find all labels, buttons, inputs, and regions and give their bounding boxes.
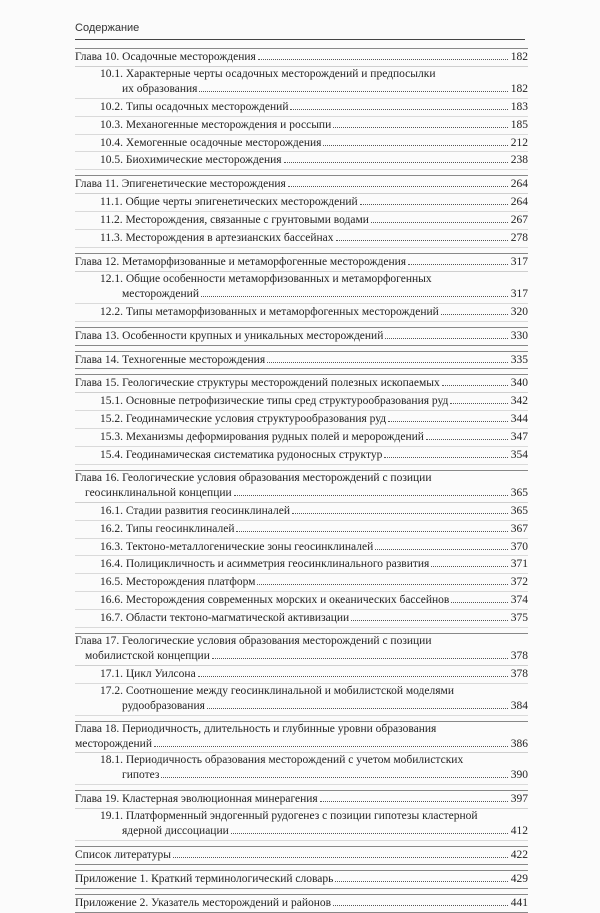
- toc-section-11-2[interactable]: [75, 212, 528, 230]
- toc-title: Глава 13. Особенности крупных и уникальных месторождений: [75, 329, 384, 342]
- toc-title: 16.6. Месторождения современных морских и океанических бассейнов: [100, 594, 450, 607]
- toc-page: 378: [510, 667, 528, 680]
- toc-chapter-15[interactable]: [75, 374, 528, 393]
- toc-page: 374: [510, 594, 528, 607]
- toc-chapter-19[interactable]: [75, 790, 528, 809]
- toc-page: 354: [510, 449, 528, 462]
- toc-title: 10.5. Биохимические месторождения: [100, 154, 282, 167]
- toc-page: 397: [510, 793, 528, 806]
- toc-title: Глава 12. Метаморфизованные и метаморфогенные месторождения: [75, 255, 407, 268]
- toc-title: Глава 18. Периодичность, длительность и глубинные уровни образования: [75, 722, 437, 735]
- toc-page: 367: [510, 522, 528, 535]
- toc-page: 384: [510, 699, 528, 712]
- toc-title: 15.4. Геодинамическая систематика рудоносных структур: [100, 449, 383, 462]
- toc-section-16-4[interactable]: [75, 556, 528, 574]
- toc-page: 386: [510, 737, 528, 750]
- toc-title: 10.4. Хемогенные осадочные месторождения: [100, 136, 322, 149]
- toc-page: 372: [510, 576, 528, 589]
- toc-page: 422: [510, 848, 528, 861]
- toc-title: 16.4. Полицикличность и асимметрия геосинклинального развития: [100, 558, 430, 571]
- toc-title: 12.1. Общие особенности метаморфизованных и метаморфогенных: [100, 272, 432, 285]
- toc-title: Глава 10. Осадочные месторождения: [75, 51, 256, 63]
- toc-title-cont: геосинклинальной концепции: [85, 486, 232, 499]
- toc-chapter-11[interactable]: [75, 175, 528, 194]
- toc-page: 347: [510, 431, 528, 444]
- toc-title: 17.2. Соотношение между геосинклинальной и мобилистской моделями: [100, 684, 454, 697]
- toc-title: 16.2. Типы геосинклиналей: [100, 522, 235, 535]
- toc-chapter-18[interactable]: [75, 721, 528, 754]
- toc-page: 390: [510, 769, 528, 782]
- toc-title: 16.1. Стадии развития геосинклиналей: [100, 504, 290, 517]
- toc-page: 182: [510, 82, 528, 95]
- toc-title: 15.1. Основные петрофизические типы сред структурообразования руд: [100, 395, 449, 408]
- toc-page: 182: [510, 51, 528, 63]
- toc-section-10-1[interactable]: [75, 67, 528, 99]
- toc-title: 10.1. Характерные черты осадочных месторождений и предпосылки: [100, 67, 436, 80]
- toc-section-16-3[interactable]: [75, 539, 528, 557]
- toc-section-10-3[interactable]: [75, 117, 528, 135]
- toc-section-16-5[interactable]: [75, 574, 528, 592]
- toc-section-11-1[interactable]: [75, 194, 528, 212]
- toc-page: 344: [510, 413, 528, 426]
- toc-section-15-1[interactable]: [75, 393, 528, 411]
- toc-page: 340: [510, 377, 528, 390]
- toc-page: 185: [510, 118, 528, 131]
- toc-title: 15.2. Геодинамические условия структурообразования руд: [100, 413, 387, 426]
- toc-title: Список литературы: [75, 848, 171, 861]
- toc-section-19-1[interactable]: [75, 809, 528, 841]
- toc-chapter-13[interactable]: [75, 327, 528, 346]
- toc-title: 17.1. Цикл Уилсона: [100, 667, 196, 680]
- toc-title: 12.2. Типы метаморфизованных и метаморфогенных месторождений: [100, 305, 439, 318]
- toc-page: 264: [510, 178, 528, 191]
- toc-appendix-2[interactable]: [75, 894, 528, 913]
- toc-section-15-3[interactable]: [75, 429, 528, 447]
- toc-section-16-2[interactable]: [75, 521, 528, 539]
- toc-title: Приложение 2. Указатель месторождений и районов: [75, 896, 332, 909]
- toc-page: 320: [510, 305, 528, 318]
- toc-section-18-1[interactable]: [75, 753, 528, 785]
- toc-page: 238: [510, 154, 528, 167]
- toc-section-12-2[interactable]: [75, 304, 528, 322]
- toc-page: 330: [510, 329, 528, 342]
- toc-references[interactable]: [75, 846, 528, 865]
- toc-title: 11.2. Месторождения, связанные с грунтовыми водами: [100, 214, 369, 227]
- toc-title: 15.3. Механизмы деформирования рудных полей и меророждений: [100, 431, 424, 444]
- toc-page: 212: [510, 136, 528, 149]
- toc-title: Глава 16. Геологические условия образования месторождений с позиции: [75, 471, 432, 484]
- toc-page: 429: [510, 872, 528, 885]
- toc-section-16-7[interactable]: [75, 610, 528, 628]
- toc-page: 278: [510, 232, 528, 245]
- toc-title-cont: месторождений: [122, 287, 199, 300]
- toc-page: 183: [510, 100, 528, 113]
- toc-chapter-16[interactable]: [75, 470, 528, 503]
- toc-title: 11.1. Общие черты эпигенетических месторождений: [100, 196, 358, 209]
- toc-title-cont: ядерной диссоциации: [122, 825, 229, 838]
- toc-page: 365: [510, 504, 528, 517]
- toc-section-17-2[interactable]: [75, 684, 528, 716]
- toc-title-cont: мобилистской концепции: [85, 650, 210, 662]
- toc-page: 317: [510, 255, 528, 268]
- toc-page: 335: [510, 353, 528, 366]
- toc-title: Глава 11. Эпигенетические месторождения: [75, 178, 286, 191]
- toc-title: 19.1. Платформенный эндогенный рудогенез с позиции гипотезы кластерной: [100, 810, 478, 823]
- toc-title-cont: месторождений: [75, 737, 152, 750]
- toc-title: Глава 14. Техногенные месторождения: [75, 353, 266, 366]
- toc-section-15-4[interactable]: [75, 447, 528, 465]
- toc-title: 11.3. Месторождения в артезианских бассейнах: [100, 232, 334, 245]
- toc-title: 16.7. Области тектоно-магматической активизации: [100, 612, 350, 625]
- toc-page: 375: [510, 612, 528, 625]
- toc-title: Глава 19. Кластерная эволюционная минерагения: [75, 793, 318, 806]
- toc-title: Приложение 1. Краткий терминологический словарь: [75, 872, 334, 885]
- toc-page: 267: [510, 214, 528, 227]
- toc-chapter-14[interactable]: [75, 351, 528, 370]
- running-header: Содержание: [75, 22, 525, 40]
- toc-section-16-1[interactable]: [75, 503, 528, 521]
- toc-page: 370: [510, 540, 528, 553]
- toc-title-cont: их образования: [122, 82, 198, 95]
- toc-page: 378: [510, 650, 528, 662]
- toc-page: 365: [510, 486, 528, 499]
- toc-title: Глава 15. Геологические структуры месторождений полезных ископаемых: [75, 377, 440, 390]
- toc-section-16-6[interactable]: [75, 592, 528, 610]
- toc-page: 441: [510, 896, 528, 909]
- table-of-contents: [75, 48, 528, 913]
- toc-chapter-12[interactable]: [75, 253, 528, 272]
- toc-title-cont: гипотез: [122, 769, 160, 782]
- toc-section-12-1[interactable]: [75, 272, 528, 304]
- toc-title-cont: рудообразования: [122, 699, 205, 712]
- toc-page: 317: [510, 287, 528, 300]
- toc-page: 412: [510, 825, 528, 838]
- toc-title: Глава 17. Геологические условия образования месторождений с позиции: [75, 635, 432, 648]
- toc-section-15-2[interactable]: [75, 411, 528, 429]
- toc-title: 16.5. Месторождения платформ: [100, 576, 256, 589]
- toc-section-10-2[interactable]: [75, 99, 528, 117]
- toc-title: 16.3. Тектоно-металлогенические зоны геосинклиналей: [100, 540, 374, 553]
- toc-page: 342: [510, 395, 528, 408]
- toc-appendix-1[interactable]: [75, 870, 528, 889]
- toc-title: 10.2. Типы осадочных месторождений: [100, 100, 289, 113]
- toc-title: 10.3. Механогенные месторождения и россыпи: [100, 118, 332, 131]
- toc-section-10-4[interactable]: [75, 135, 528, 153]
- toc-section-11-3[interactable]: [75, 230, 528, 248]
- toc-page: 371: [510, 558, 528, 571]
- toc-section-17-1[interactable]: [75, 666, 528, 684]
- toc-section-10-5[interactable]: [75, 152, 528, 170]
- toc-page: 264: [510, 196, 528, 209]
- toc-title: 18.1. Периодичность образования месторождений с учетом мобилистских: [100, 754, 464, 767]
- toc-chapter-10[interactable]: [75, 48, 528, 67]
- toc-chapter-17[interactable]: [75, 633, 528, 666]
